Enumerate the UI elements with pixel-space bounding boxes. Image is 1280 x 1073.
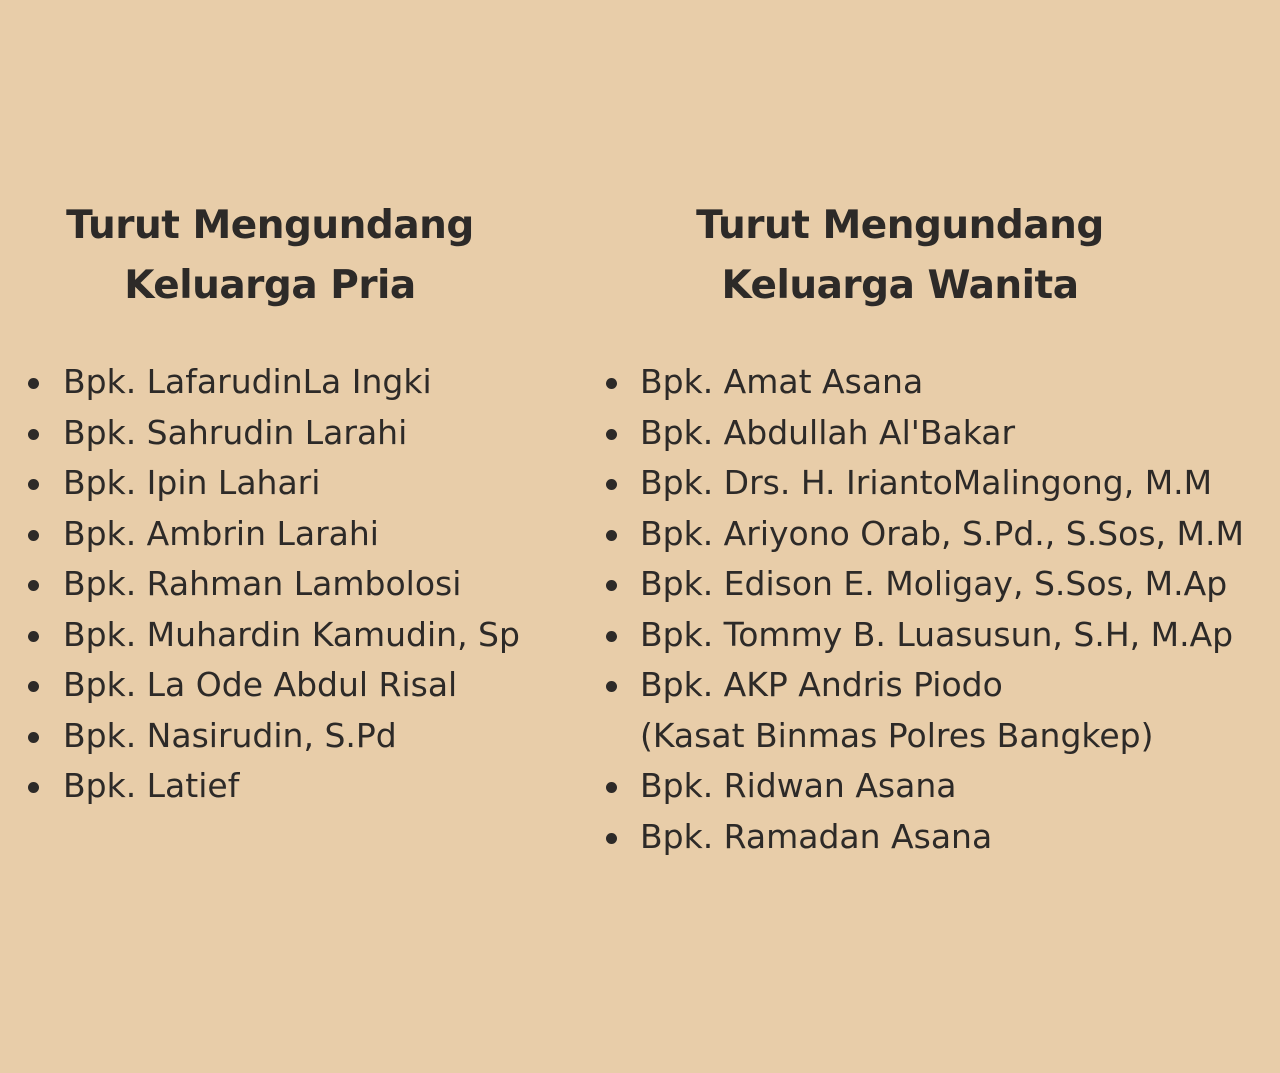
bullet-icon (28, 580, 39, 591)
heading-line-2: Keluarga Pria (124, 263, 416, 308)
list-item (24, 711, 520, 762)
item-text: Bpk. Muhardin Kamudin, Sp (63, 614, 520, 654)
item-text: Bpk. Tommy B. Luasusun, S.H, M.Ap (640, 614, 1234, 654)
list-item (24, 559, 520, 610)
bullet-icon (606, 378, 617, 389)
list-item (602, 660, 1244, 761)
item-text: Bpk. Nasirudin, S.Pd (63, 715, 397, 755)
heading-line-2: Keluarga Wanita (721, 263, 1079, 308)
bullet-icon (28, 732, 39, 743)
bride-family-heading (550, 196, 1250, 316)
list-item (24, 458, 520, 509)
list-item (24, 357, 520, 408)
item-text: Bpk. Latief (63, 766, 240, 805)
item-text: Bpk. Drs. H. IriantoMalingong, M.M (640, 463, 1213, 502)
bullet-icon (28, 782, 39, 793)
bullet-icon (28, 479, 39, 490)
bullet-icon (606, 833, 617, 844)
list-item (602, 509, 1244, 560)
bullet-icon (606, 530, 617, 541)
item-text: Bpk. La Ode Abdul Risal (63, 665, 458, 704)
bullet-icon (28, 530, 39, 541)
list-item (24, 610, 520, 661)
item-text: Bpk. Amat Asana (640, 362, 924, 401)
bullet-icon (28, 631, 39, 642)
item-text: Bpk. Ramadan Asana (640, 816, 993, 856)
groom-family-list (24, 357, 520, 812)
item-text: Bpk. Ambrin Larahi (63, 513, 379, 553)
list-item (24, 660, 520, 711)
list-item (602, 357, 1244, 408)
item-text: Bpk. Ariyono Orab, S.Pd., S.Sos, M.M (640, 513, 1244, 553)
item-text: Bpk. Edison E. Moligay, S.Sos, M.Ap (640, 564, 1228, 603)
bullet-icon (606, 479, 617, 490)
bullet-icon (606, 782, 617, 793)
bullet-icon (606, 681, 617, 692)
item-text: Bpk. Abdullah Al'Bakar (640, 412, 1016, 452)
item-detail-text: (Kasat Binmas Polres Bangkep) (640, 715, 1154, 755)
item-text: Bpk. Ridwan Asana (640, 766, 957, 805)
bullet-icon (606, 631, 617, 642)
heading-line-1: Turut Mengundang (696, 203, 1104, 248)
item-text: Bpk. Ipin Lahari (63, 463, 321, 502)
list-item (602, 458, 1244, 509)
bullet-icon (28, 681, 39, 692)
item-text: Bpk. AKP Andris Piodo (640, 665, 1003, 704)
list-item (602, 761, 1244, 812)
list-item (24, 408, 520, 459)
bullet-icon (28, 429, 39, 440)
bride-family-list (602, 357, 1244, 862)
item-text: Bpk. Sahrudin Larahi (63, 412, 408, 452)
bullet-icon (606, 580, 617, 591)
list-item (24, 509, 520, 560)
heading-line-1: Turut Mengundang (66, 203, 474, 248)
list-item (24, 761, 520, 812)
bullet-icon (606, 429, 617, 440)
list-item (602, 408, 1244, 459)
item-text: Bpk. LafarudinLa Ingki (63, 362, 432, 401)
groom-family-heading (0, 196, 540, 316)
item-text: Bpk. Rahman Lambolosi (63, 564, 462, 603)
list-item (602, 812, 1244, 863)
list-item (602, 559, 1244, 610)
list-item (602, 610, 1244, 661)
bullet-icon (28, 378, 39, 389)
